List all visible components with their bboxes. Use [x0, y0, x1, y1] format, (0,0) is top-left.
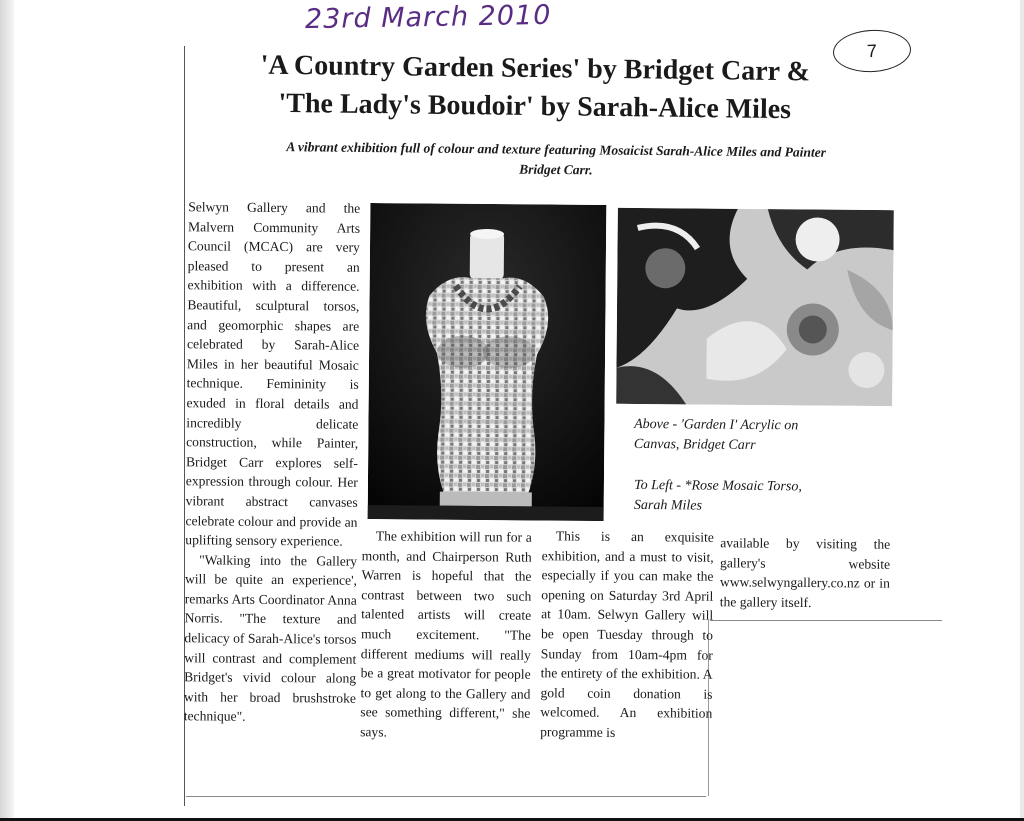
- paragraph: "Walking into the Gallery will be quite an experience', remarks Arts Coordinator Anna Norris. "The texture and delicacy of Sarah-Alice's torsos will contrast and complement Bridget's vivid colour along with her broad brushstroke technique".: [183, 552, 358, 725]
- scan-edge-shadow: [0, 0, 14, 821]
- clipping-border-bottom: [186, 796, 706, 797]
- page-number: 7: [866, 40, 878, 61]
- paragraph: Selwyn Gallery and the Malvern Community Arts Council (MCAC) are very pleased to present an exhibition with a difference. Beautiful, sculptural torsos, and geomorphic shapes are celebrated by Sarah-Alice Miles in her beautiful Mosaic technique. Femininity is exuded in floral details and incredibly delicate construction, while Painter, Bridget Carr explores self-expression through colour. Her vibrant abstract canvases celebrate colour and provide an uplifting sensory experience.: [185, 199, 361, 549]
- caption-line: Sarah Miles: [633, 497, 703, 514]
- article-column-3: [540, 526, 714, 743]
- caption-line: To Left - *Rose Mosaic Torso,: [634, 477, 802, 495]
- photo-mosaic-torso: [368, 203, 607, 521]
- paragraph: The exhibition will run for a month, and Chairperson Ruth Warren is hopeful that the contrast between two such talented artists will create much excitement. "The different mediums will really be a great motivator for people to get along to the Gallery and see something different," she says.: [360, 528, 532, 740]
- caption-line: Above - 'Garden I' Acrylic on: [634, 416, 799, 434]
- headline-line-2: 'The Lady's Boudoir' by Sarah-Alice Miles: [278, 87, 792, 126]
- caption-torso: [634, 476, 874, 518]
- scan-edge-right: [1020, 0, 1024, 821]
- article-column-1: [184, 197, 361, 728]
- article-column-2: [360, 526, 532, 743]
- handwritten-date: 23rd March 2010: [304, 0, 552, 36]
- headline: [200, 46, 871, 130]
- clipping-border-step: [710, 620, 942, 621]
- caption-line: Canvas, Bridget Carr: [633, 436, 756, 454]
- paragraph: This is an exquisite exhibition, and a must to visit, especially if you can make the opening on Saturday 3rd April at 10am. Selwyn Gallery will be open Tuesday through to Sunday from 10am-4pm for the entirety of the exhibition. A gold coin donation is welcomed. An exhibition programme is: [540, 528, 714, 740]
- paragraph: available by visiting the gallery's website www.selwyngallery.co.nz or in the gallery itself.: [719, 535, 891, 610]
- photo-garden-painting: [616, 208, 894, 406]
- caption-painting: [634, 415, 874, 457]
- headline-line-1: 'A Country Garden Series' by Bridget Carr &: [260, 49, 811, 88]
- article-column-4: [720, 533, 891, 613]
- subheadline: A vibrant exhibition full of colour and texture featuring Mosaicist Sarah-Alice Miles and Painter Bridget Carr.: [286, 139, 827, 178]
